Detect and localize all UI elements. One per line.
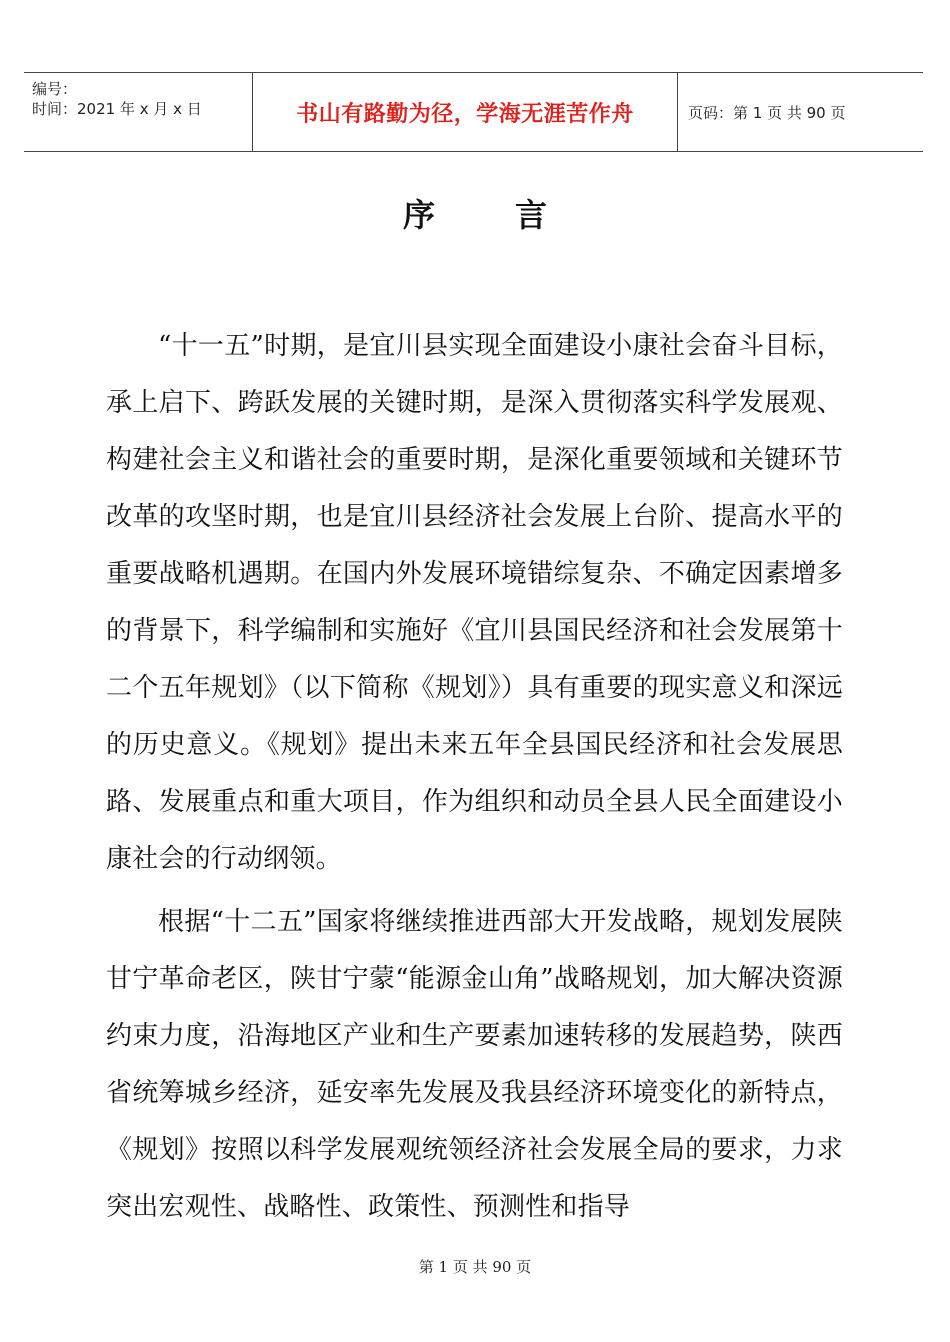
number-label: 编号： — [32, 80, 78, 98]
page-footer: 第 1 页 共 90 页 — [418, 1258, 532, 1276]
page-header — [24, 72, 923, 152]
paragraph-2: 根据“十二五”国家将继续推进西部大开发战略，规划发展陕甘宁革命老区，陕甘宁蒙“能源金山角”战略规划，加大解决资源约束力度，沿海地区产业和生产要素加速转移的发展趋势，陕西省统筹城乡经济，延安率先发展及我县经济环境变化的新特点，《规划》按照以科学发展观统领经济社会发展全局的要求，力求突出宏观性、战略性、政策性、预测性和指导 — [106, 907, 843, 1222]
header-meta — [24, 73, 252, 151]
header-motto: 书山有路勤为径，学海无涯苦作舟 — [252, 73, 678, 151]
header-page-info: 页码：第 1 页 共 90 页 — [688, 103, 846, 122]
document-title: 序言 — [402, 196, 627, 234]
document-body — [106, 318, 843, 1242]
paragraph-1: “十一五”时期，是宜川县实现全面建设小康社会奋斗目标，承上启下、跨跃发展的关键时期，是深入贯彻落实科学发展观、构建社会主义和谐社会的重要时期，是深化重要领域和关键环节改革的攻坚时期，也是宜川县经济社会发展上台阶、提高水平的重要战略机遇期。在国内外发展环境错综复杂、不确定因素增多的背景下，科学编制和实施好《宜川县国民经济和社会发展第十二个五年规划》（以下简称《规划》）具有重要的现实意义和深远的历史意义。《规划》提出未来五年全县国民经济和社会发展思路、发展重点和重大项目，作为组织和动员全县人民全面建设小康社会的行动纲领。 — [106, 331, 843, 874]
time-label: 时间：2021 年 x 月 x 日 — [32, 100, 202, 118]
